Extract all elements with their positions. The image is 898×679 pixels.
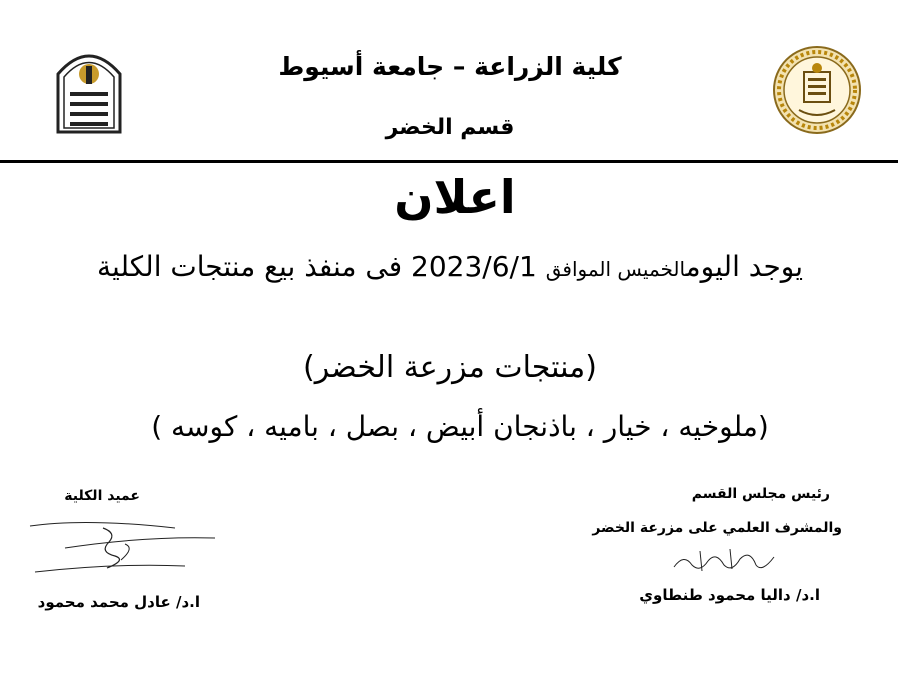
line1-date: 2023/6/1 xyxy=(411,250,537,283)
header-divider xyxy=(0,160,898,163)
faculty-of-agriculture-seal xyxy=(771,44,863,136)
announcement-line-2: (منتجات مزرعة الخضر) xyxy=(303,350,597,385)
supervisor-name: ا.د/ داليا محمود طنطاوي xyxy=(639,586,820,604)
dean-signature xyxy=(25,508,225,588)
line1-start: يوجد اليوم xyxy=(685,250,804,283)
dean-title: عميد الكلية xyxy=(64,488,140,504)
line1-day: الخميس الموافق xyxy=(545,257,686,281)
supervisor-signature xyxy=(670,543,780,579)
dean-name: ا.د/ عادل محمد محمود xyxy=(37,593,200,611)
line1-end: فى منفذ بيع منتجات الكلية xyxy=(96,250,403,283)
product-list: (ملوخيه ، خيار ، باذنجان أبيض ، بصل ، باميه ، كوسه ) xyxy=(151,410,769,443)
assiut-university-logo xyxy=(50,44,128,136)
announcement-line-1 xyxy=(60,250,840,283)
farm-supervisor-title: والمشرف العلمي على مزرعة الخضر xyxy=(592,520,842,536)
council-head-title: رئيس مجلس القسم xyxy=(691,486,830,502)
department-title: قسم الخضر xyxy=(385,115,515,140)
faculty-title: كلية الزراعة – جامعة أسيوط xyxy=(278,52,622,81)
announcement-title: اعلان xyxy=(394,170,516,224)
